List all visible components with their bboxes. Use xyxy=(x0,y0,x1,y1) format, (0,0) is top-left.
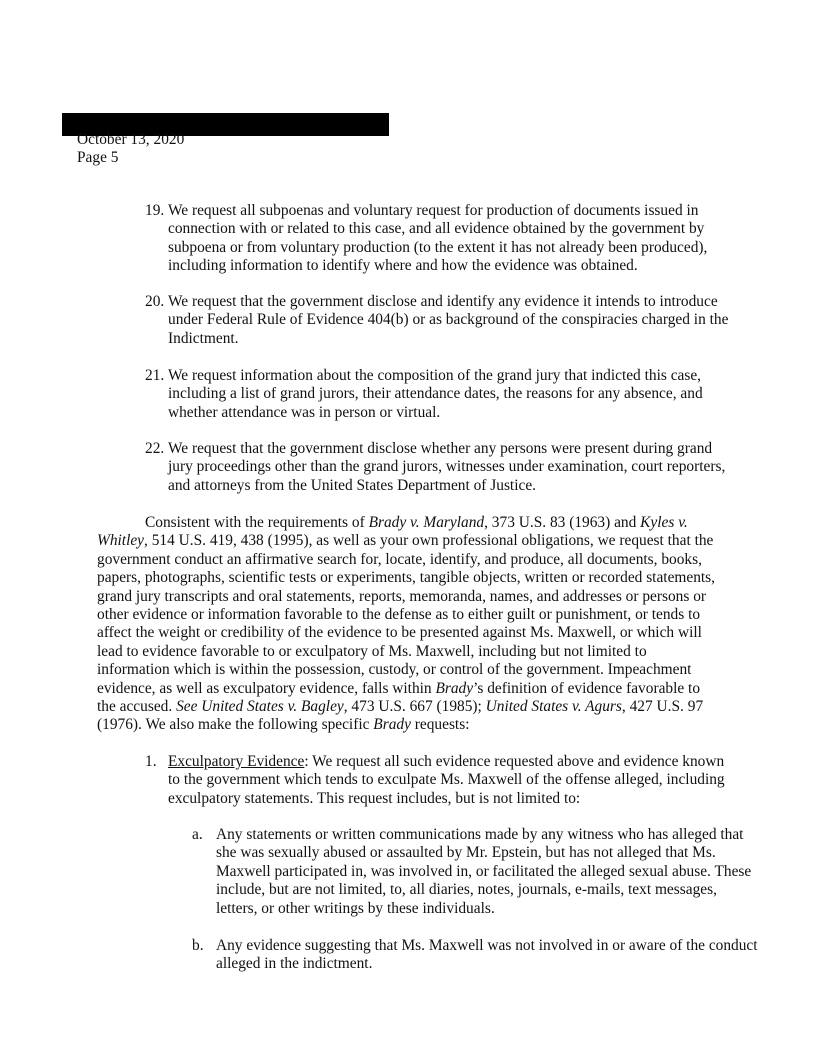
request-text: : We request all such evidence requested above and evidence known to the government which tends to exculpate Ms. Maxwell of the offense alleged, including exculpatory statements. This request includes, but is not limited to: xyxy=(168,753,725,807)
paragraph-text: , 373 U.S. 83 (1963) and xyxy=(484,514,641,531)
request-text: We request all subpoenas and voluntary request for production of documents issued in connection with or related to this case, and all evidence obtained by the government by subpoena or from voluntary production (to the extent it has not already been produced), including information to identify where and how the evidence was obtained. xyxy=(168,202,708,275)
subitem-text: Any evidence suggesting that Ms. Maxwell was not involved in or aware of the conduct alleged in the indictment. xyxy=(216,937,758,973)
subitem-b xyxy=(192,937,761,974)
request-text: We request that the government disclose whether any persons were present during grand jury proceedings other than the grand jurors, witnesses under examination, court reporters, and attorneys from the United States Department of Justice. xyxy=(168,440,726,494)
brady-request-1 xyxy=(145,753,735,808)
letter-date: October 13, 2020 xyxy=(77,131,185,148)
page-number: Page 5 xyxy=(77,149,119,167)
paragraph-text: , 427 U.S. 97 (1976). We also make the following specific xyxy=(97,698,704,734)
subitem-letter: b. xyxy=(192,937,204,954)
request-item-22 xyxy=(145,440,735,495)
case-citation: Brady xyxy=(373,716,411,734)
case-citation: Kyles v. Whitley xyxy=(97,514,688,550)
request-number: 1. xyxy=(145,753,157,770)
paragraph-text: , 473 U.S. 667 (1985); xyxy=(343,698,486,716)
request-text: We request information about the composition of the grand jury that indicted this case, including a list of grand jurors, their attendance dates, the reasons for any absence, and whether attendance was in person or virtual. xyxy=(168,367,703,421)
brady-paragraph xyxy=(97,514,717,735)
request-number: 21. xyxy=(145,367,165,384)
case-citation: See United States v. Bagley xyxy=(176,698,344,716)
paragraph-text: ’s definition of evidence favorable to the accused. xyxy=(97,679,701,716)
case-citation: Brady v. Maryland xyxy=(368,514,485,531)
request-heading: Exculpatory Evidence xyxy=(168,753,305,770)
paragraph-text: requests: xyxy=(410,716,470,734)
request-number: 20. xyxy=(145,293,165,310)
request-text: We request that the government disclose and identify any evidence it intends to introduce under Federal Rule of Evidence 404(b) or as background of the conspiracies charged in the Indictment. xyxy=(168,293,729,347)
subitem-a xyxy=(192,826,761,918)
case-citation: United States v. Agurs xyxy=(485,698,622,716)
request-number: 22. xyxy=(145,440,165,457)
letter-header xyxy=(77,131,184,168)
paragraph-text: Consistent with the requirements of xyxy=(145,514,369,531)
subitem-letter: a. xyxy=(192,826,203,843)
case-citation: Brady xyxy=(435,679,474,697)
paragraph-text: , 514 U.S. 419, 438 (1995), as well as your own professional obligations, we request that the government conduct an affirmative search for, locate, identify, and produce, all documents, books, papers, photographs, scientific tests or experiments, tangible objects, written or recorded statements, grand jury transcripts and oral statements, reports, memoranda, names, and addresses or persons or other evidence or information favorable to the defense as to either guilt or punishment, or tends to affect the weight or credibility of the evidence to be presented against Ms. Maxwell, or which will lead to evidence favorable to or exculpatory of Ms. Maxwell, including but not limited to information which is within the possession, custody, or control of the government. Impeachment evidence, as well as exculpatory evidence, falls within xyxy=(97,532,716,697)
request-number: 19. xyxy=(145,202,165,219)
request-item-21 xyxy=(145,367,735,422)
request-item-19 xyxy=(145,202,735,276)
request-item-20 xyxy=(145,293,735,348)
subitem-text: Any statements or written communications made by any witness who has alleged that she was sexually abused or assaulted by Mr. Epstein, but has not alleged that Ms. Maxwell participated in, was involved in, or facilitated the alleged sexual abuse. These include, but are not limited, to, all diaries, notes, journals, e-mails, text messages, letters, or other writings by these individuals. xyxy=(216,826,752,917)
